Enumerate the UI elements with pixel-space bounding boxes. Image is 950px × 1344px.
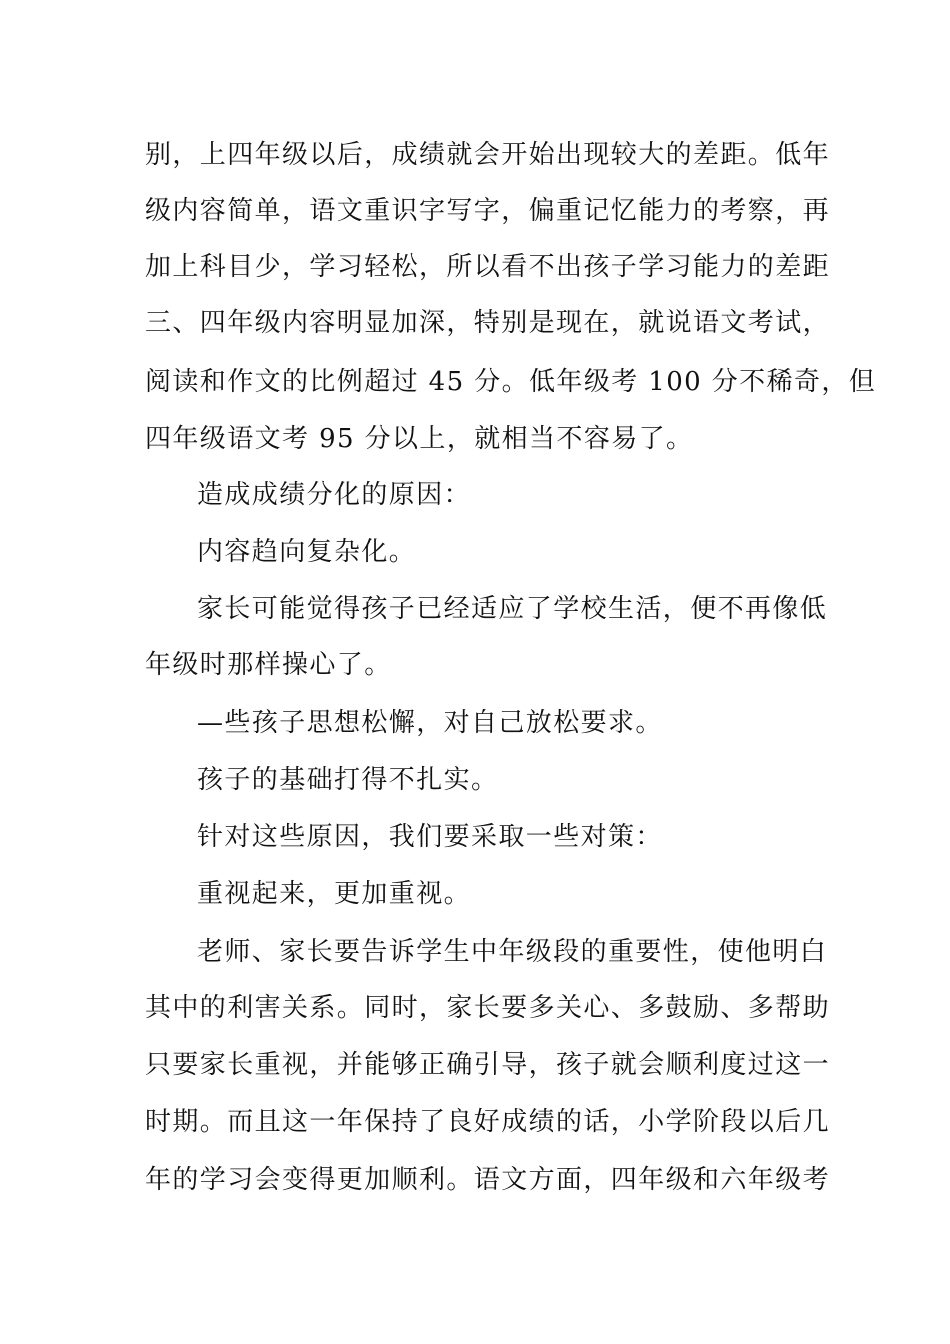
text-line: 三、四年级内容明显加深，特别是现在，就说语文考试，	[145, 308, 831, 338]
text-line: 时期。而且这一年保持了良好成绩的话，小学阶段以后几	[145, 1107, 831, 1137]
text-line: 阅读和作文的比例超过 45 分。低年级考 100 分不稀奇，但	[145, 367, 877, 397]
text-line: 别，上四年级以后，成绩就会开始出现较大的差距。低年	[145, 140, 831, 170]
text-line: 年级时那样操心了。	[145, 650, 392, 680]
text-line: 四年级语文考 95 分以上，就相当不容易了。	[145, 424, 694, 454]
text-line: —些孩子思想松懈，对自己放松要求。	[197, 708, 663, 738]
text-line: 年的学习会变得更加顺利。语文方面，四年级和六年级考	[145, 1165, 831, 1195]
text-line: 只要家长重视，并能够正确引导，孩子就会顺利度过这一	[145, 1050, 831, 1080]
text-line: 造成成绩分化的原因：	[197, 480, 472, 510]
text-line: 孩子的基础打得不扎实。	[197, 765, 499, 795]
text-line: 重视起来，更加重视。	[197, 879, 472, 909]
text-line: 其中的利害关系。同时，家长要多关心、多鼓励、多帮助	[145, 993, 831, 1023]
text-line: 针对这些原因，我们要采取一些对策：	[197, 822, 663, 852]
text-line: 加上科目少，学习轻松，所以看不出孩子学习能力的差距	[145, 252, 831, 282]
text-line: 级内容简单，语文重识字写字，偏重记忆能力的考察，再	[145, 196, 831, 226]
text-line: 内容趋向复杂化。	[197, 537, 417, 567]
text-line: 家长可能觉得孩子已经适应了学校生活，便不再像低	[197, 594, 828, 624]
text-line: 老师、家长要告诉学生中年级段的重要性，使他明白	[197, 937, 828, 967]
